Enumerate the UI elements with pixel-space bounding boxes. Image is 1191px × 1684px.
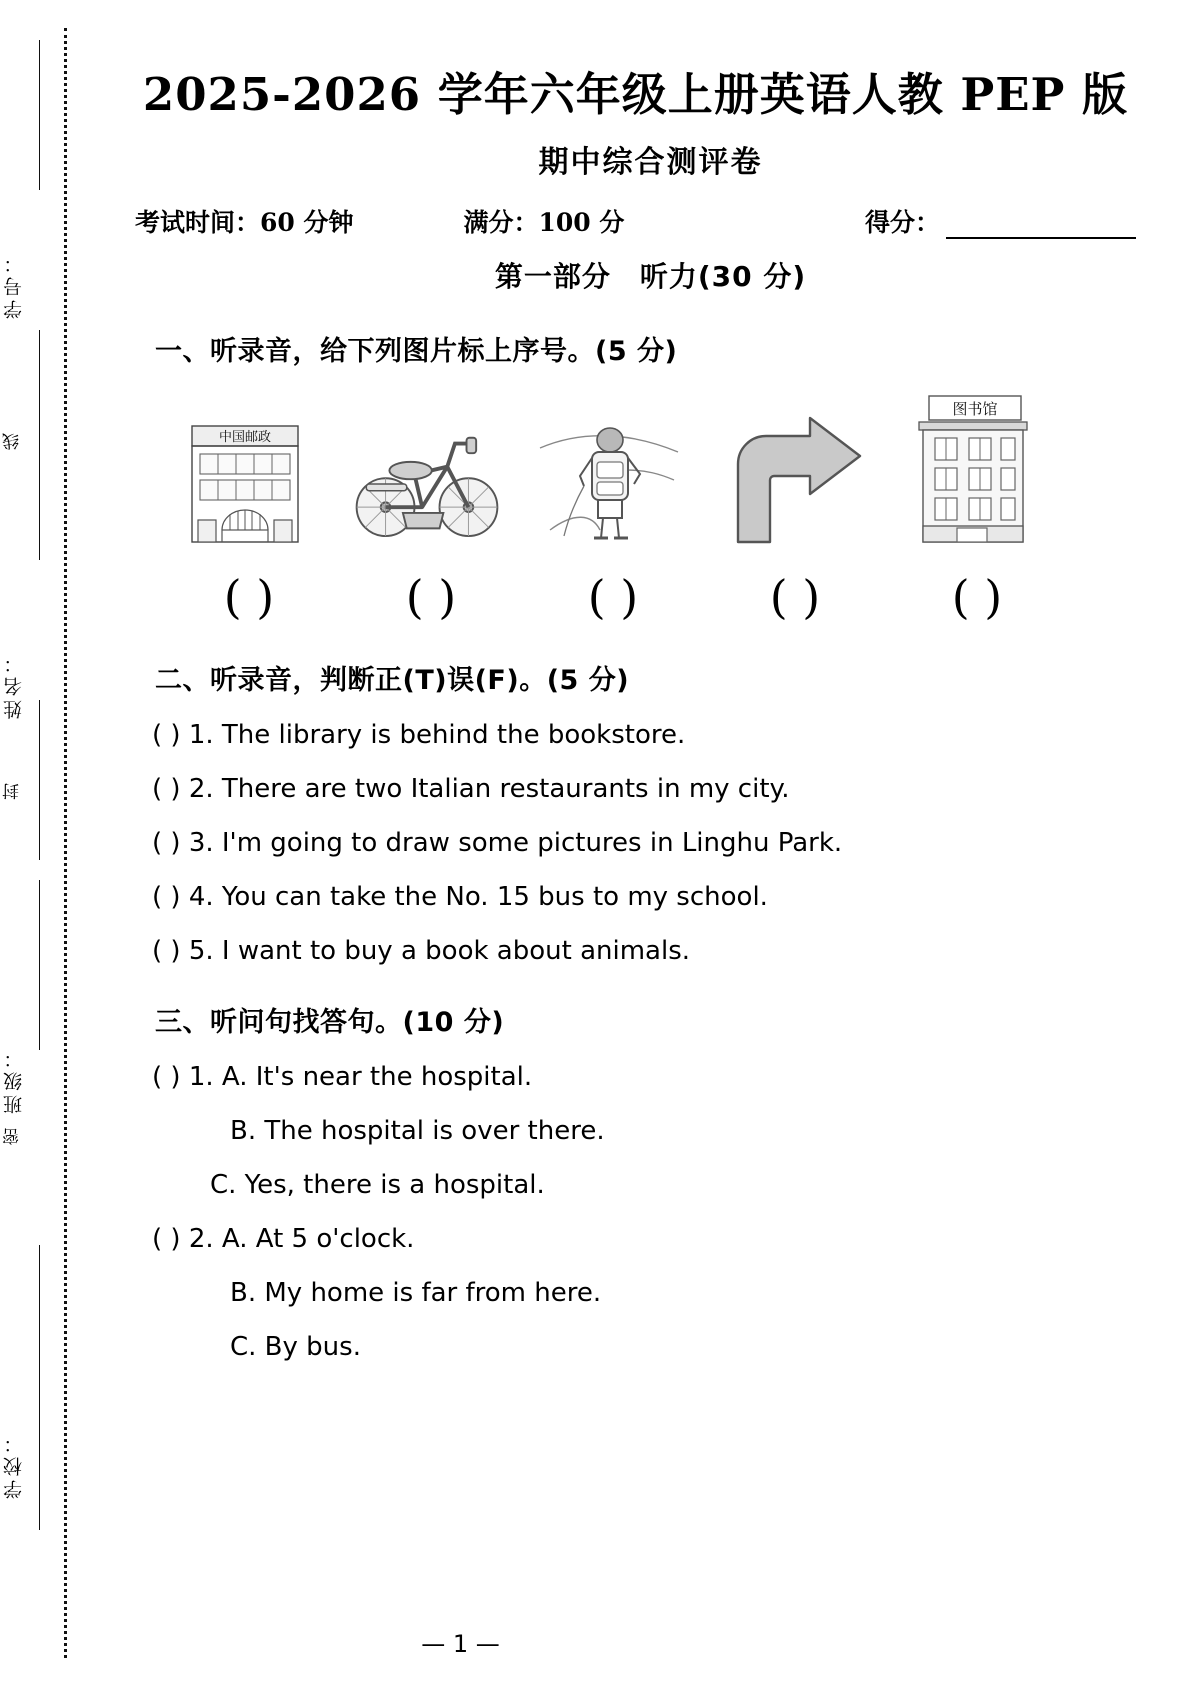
class-label: 班级： — [3, 1045, 25, 1114]
answer-bracket[interactable]: ( ) — [951, 570, 1003, 624]
section-2-heading: 二、听录音，判断正(T)误(F)。(5 分) — [155, 665, 630, 696]
question-item[interactable]: ( ) 1. The library is behind the bookstore. — [152, 720, 686, 750]
question-item[interactable]: ( ) 5. I want to buy a book about animals. — [152, 935, 691, 966]
question-option-b[interactable]: B. The hospital is over there. — [230, 1116, 605, 1147]
answer-bracket-row — [158, 570, 1191, 624]
score-blank-line[interactable] — [946, 211, 1136, 239]
bicycle-picture — [347, 394, 507, 544]
question-option-b[interactable]: B. My home is far from here. — [230, 1278, 602, 1309]
page-title: 2025-2026 学年六年级上册英语人教 PEP 版 — [142, 68, 1129, 121]
exam-meta-row — [120, 203, 1136, 239]
part-one-title: 第一部分 听力(30 分) — [494, 260, 807, 293]
picture-row — [165, 394, 1191, 544]
score-label: 得分： — [864, 208, 940, 237]
question-item[interactable]: ( ) 2. There are two Italian restaurants in my city. — [152, 773, 790, 804]
exam-time-label: 考试时间：60 分钟 — [135, 208, 354, 237]
page-number: — 1 — — [421, 1630, 500, 1658]
score-field — [865, 203, 1136, 239]
turn-right-arrow-picture — [711, 394, 871, 544]
student-name-label: 姓名： — [3, 650, 25, 719]
student-id-label: 学号： — [3, 250, 25, 319]
answer-bracket[interactable]: ( ) — [223, 570, 275, 624]
question-item[interactable]: ( ) 4. You can take the No. 15 bus to my school. — [152, 881, 768, 912]
page-subtitle: 期中综合测评卷 — [538, 145, 763, 180]
seal-rule-4 — [39, 880, 40, 1050]
question-option-c[interactable]: C. Yes, there is a hospital. — [210, 1170, 545, 1201]
paper-content — [110, 0, 1191, 1684]
answer-bracket[interactable]: ( ) — [587, 570, 639, 624]
answer-bracket[interactable]: ( ) — [405, 570, 457, 624]
seal-rule-5 — [39, 1245, 40, 1400]
full-score-label: 满分：100 分 — [463, 208, 625, 237]
question-item[interactable]: ( ) 1. A. It's near the hospital. — [152, 1062, 533, 1093]
post-office-picture — [165, 394, 325, 544]
section-3-heading: 三、听问句找答句。(10 分) — [155, 1007, 505, 1039]
binding-strip — [0, 0, 110, 1684]
svg-text:中国邮政: 中国邮政 — [218, 430, 272, 445]
question-item[interactable]: ( ) 3. I'm going to draw some pictures in Linghu Park. — [152, 827, 843, 858]
seal-rule-1 — [39, 40, 40, 190]
svg-text:图书馆: 图书馆 — [952, 400, 998, 418]
seal-line-feng: 封 — [3, 780, 23, 800]
seal-line-mi: 密 — [3, 1125, 23, 1145]
seal-line-xian: 线 — [3, 430, 23, 450]
hiker-picture — [529, 394, 689, 544]
school-label: 学校： — [3, 1430, 25, 1499]
answer-bracket[interactable]: ( ) — [769, 570, 821, 624]
question-item[interactable]: ( ) 2. A. At 5 o'clock. — [152, 1224, 415, 1255]
library-picture — [893, 394, 1053, 544]
section-1-heading: 一、听录音，给下列图片标上序号。(5 分) — [155, 336, 678, 367]
question-option-c[interactable]: C. By bus. — [230, 1331, 361, 1362]
